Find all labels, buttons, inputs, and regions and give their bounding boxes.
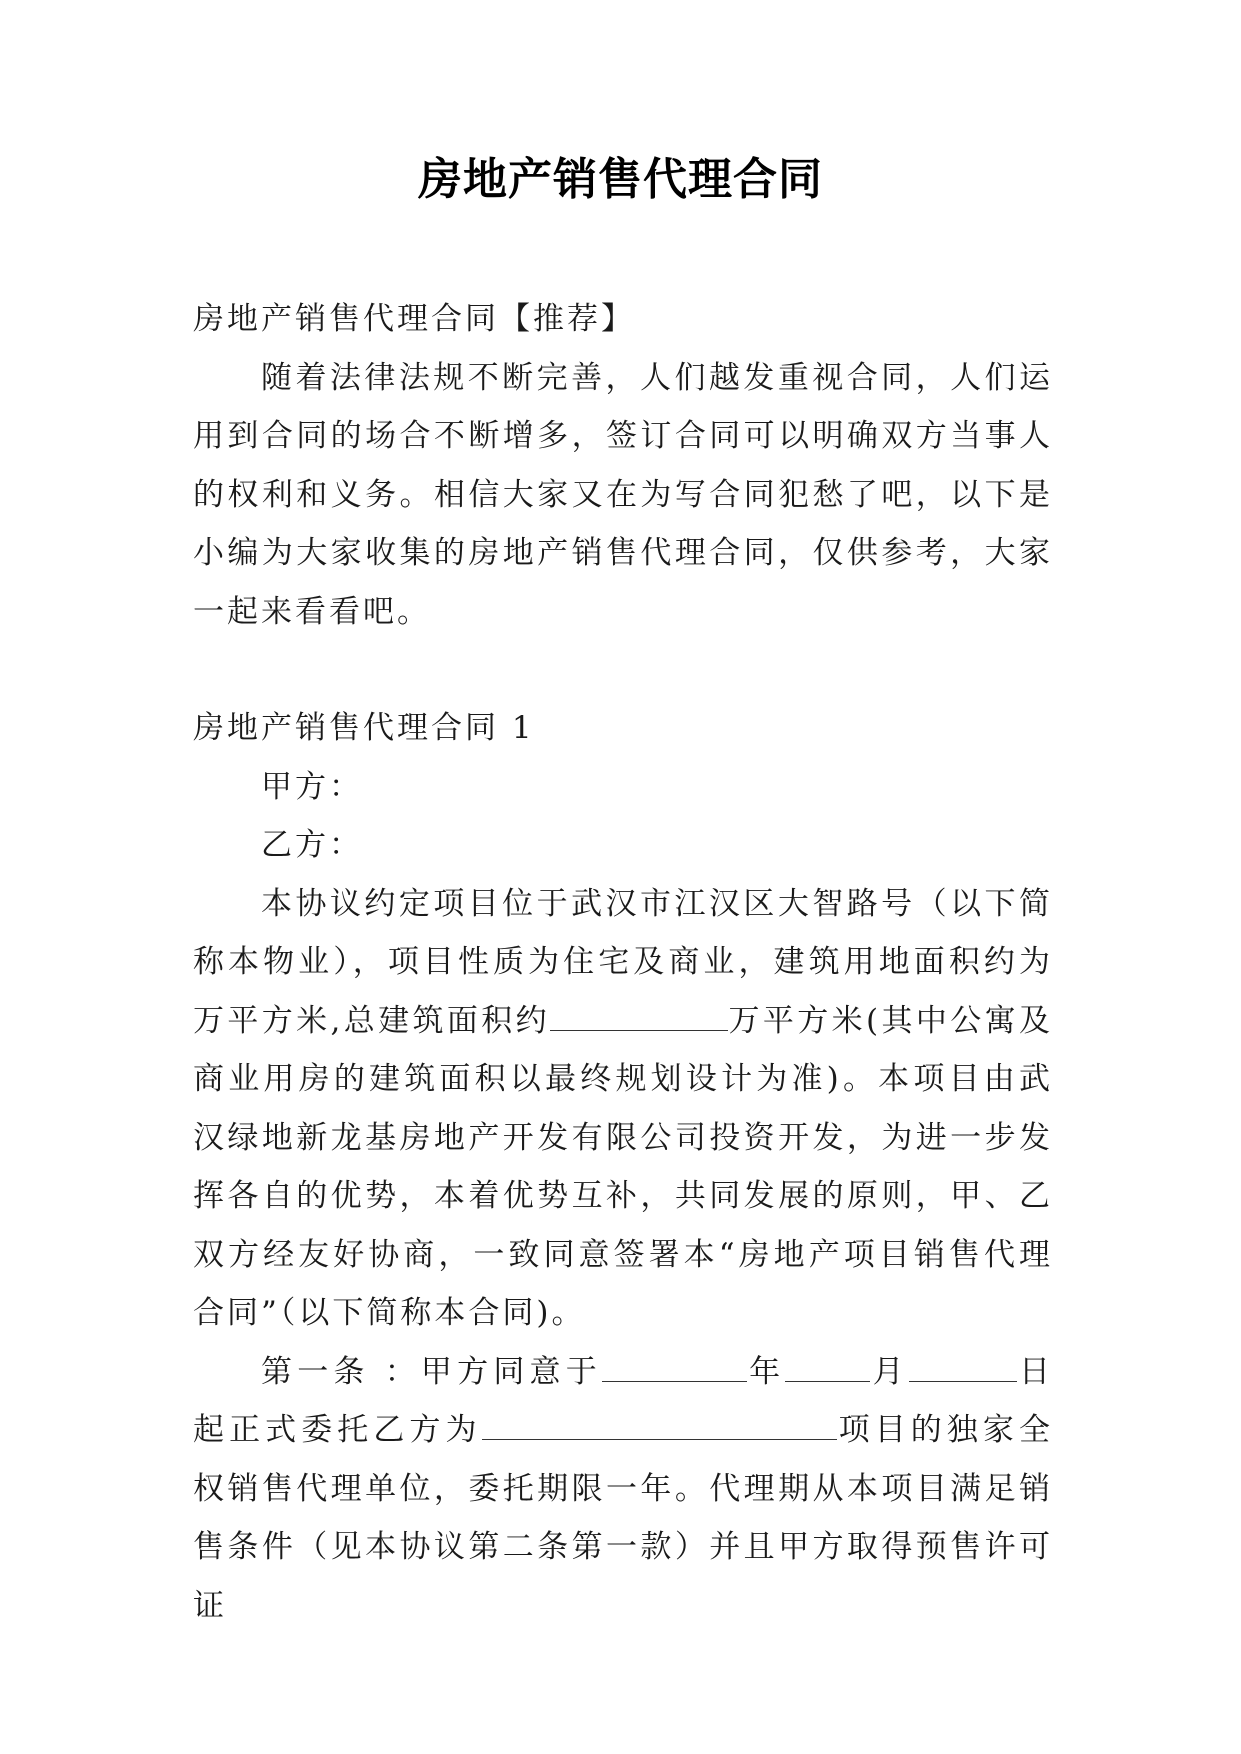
article-1-text-2: 年 [746, 1353, 786, 1390]
article-1-text-1: 第一条 ：甲方同意于 [261, 1353, 602, 1390]
document-subtitle: 房地产销售代理合同【推荐】 [193, 301, 635, 337]
document-body [193, 290, 1053, 1635]
agreement-text-1: 本协议约定项目位于武汉市江汉区大智路号（以下简称本物业），项目性质为住宅及商业，建筑用地面积约为万平方米,总建筑面积约 [193, 885, 1053, 1039]
section-heading: 房地产销售代理合同 1 [193, 710, 535, 746]
article-1-text-4: 日起正式委托乙方为 [193, 1353, 1054, 1448]
intro-paragraph: 随着法律法规不断完善，人们越发重视合同，人们运用到合同的场合不断增多，签订合同可以明确双方当事人的权利和义务。相信大家又在为写合同犯愁了吧，以下是小编为大家收集的房地产销售代理合同，仅供参考，大家一起来看看吧。 [193, 359, 1053, 630]
document-title: 房地产销售代理合同 [418, 154, 823, 205]
project-name-blank [482, 1409, 837, 1440]
agreement-paragraph [193, 875, 1053, 1343]
article-1-text-3: 月 [870, 1353, 909, 1390]
month-blank [785, 1351, 870, 1382]
year-blank [602, 1351, 747, 1382]
party-a-label: 甲方： [261, 768, 363, 805]
party-b-label: 乙方： [261, 827, 363, 863]
paragraph-gap [193, 641, 1053, 699]
article-1-paragraph [193, 1343, 1053, 1636]
day-blank [909, 1351, 1017, 1382]
agreement-text-2: 万平方米(其中公寓及商业用房的建筑面积以最终规划设计为准)。本项目由武汉绿地新龙基房地产开发有限公司投资开发，为进一步发挥各自的优势，本着优势互补，共同发展的原则，甲、乙双方经友好协商，一致同意签署本“房地产项目销售代理合同”（以下简称本合同)。 [193, 1002, 1054, 1331]
article-1-text-5: 项目的独家全权销售代理单位，委托期限一年。代理期从本项目满足销售条件（见本协议第二条第一款）并且甲方取得预售许可证 [193, 1412, 1054, 1624]
total-area-blank [550, 1000, 728, 1031]
